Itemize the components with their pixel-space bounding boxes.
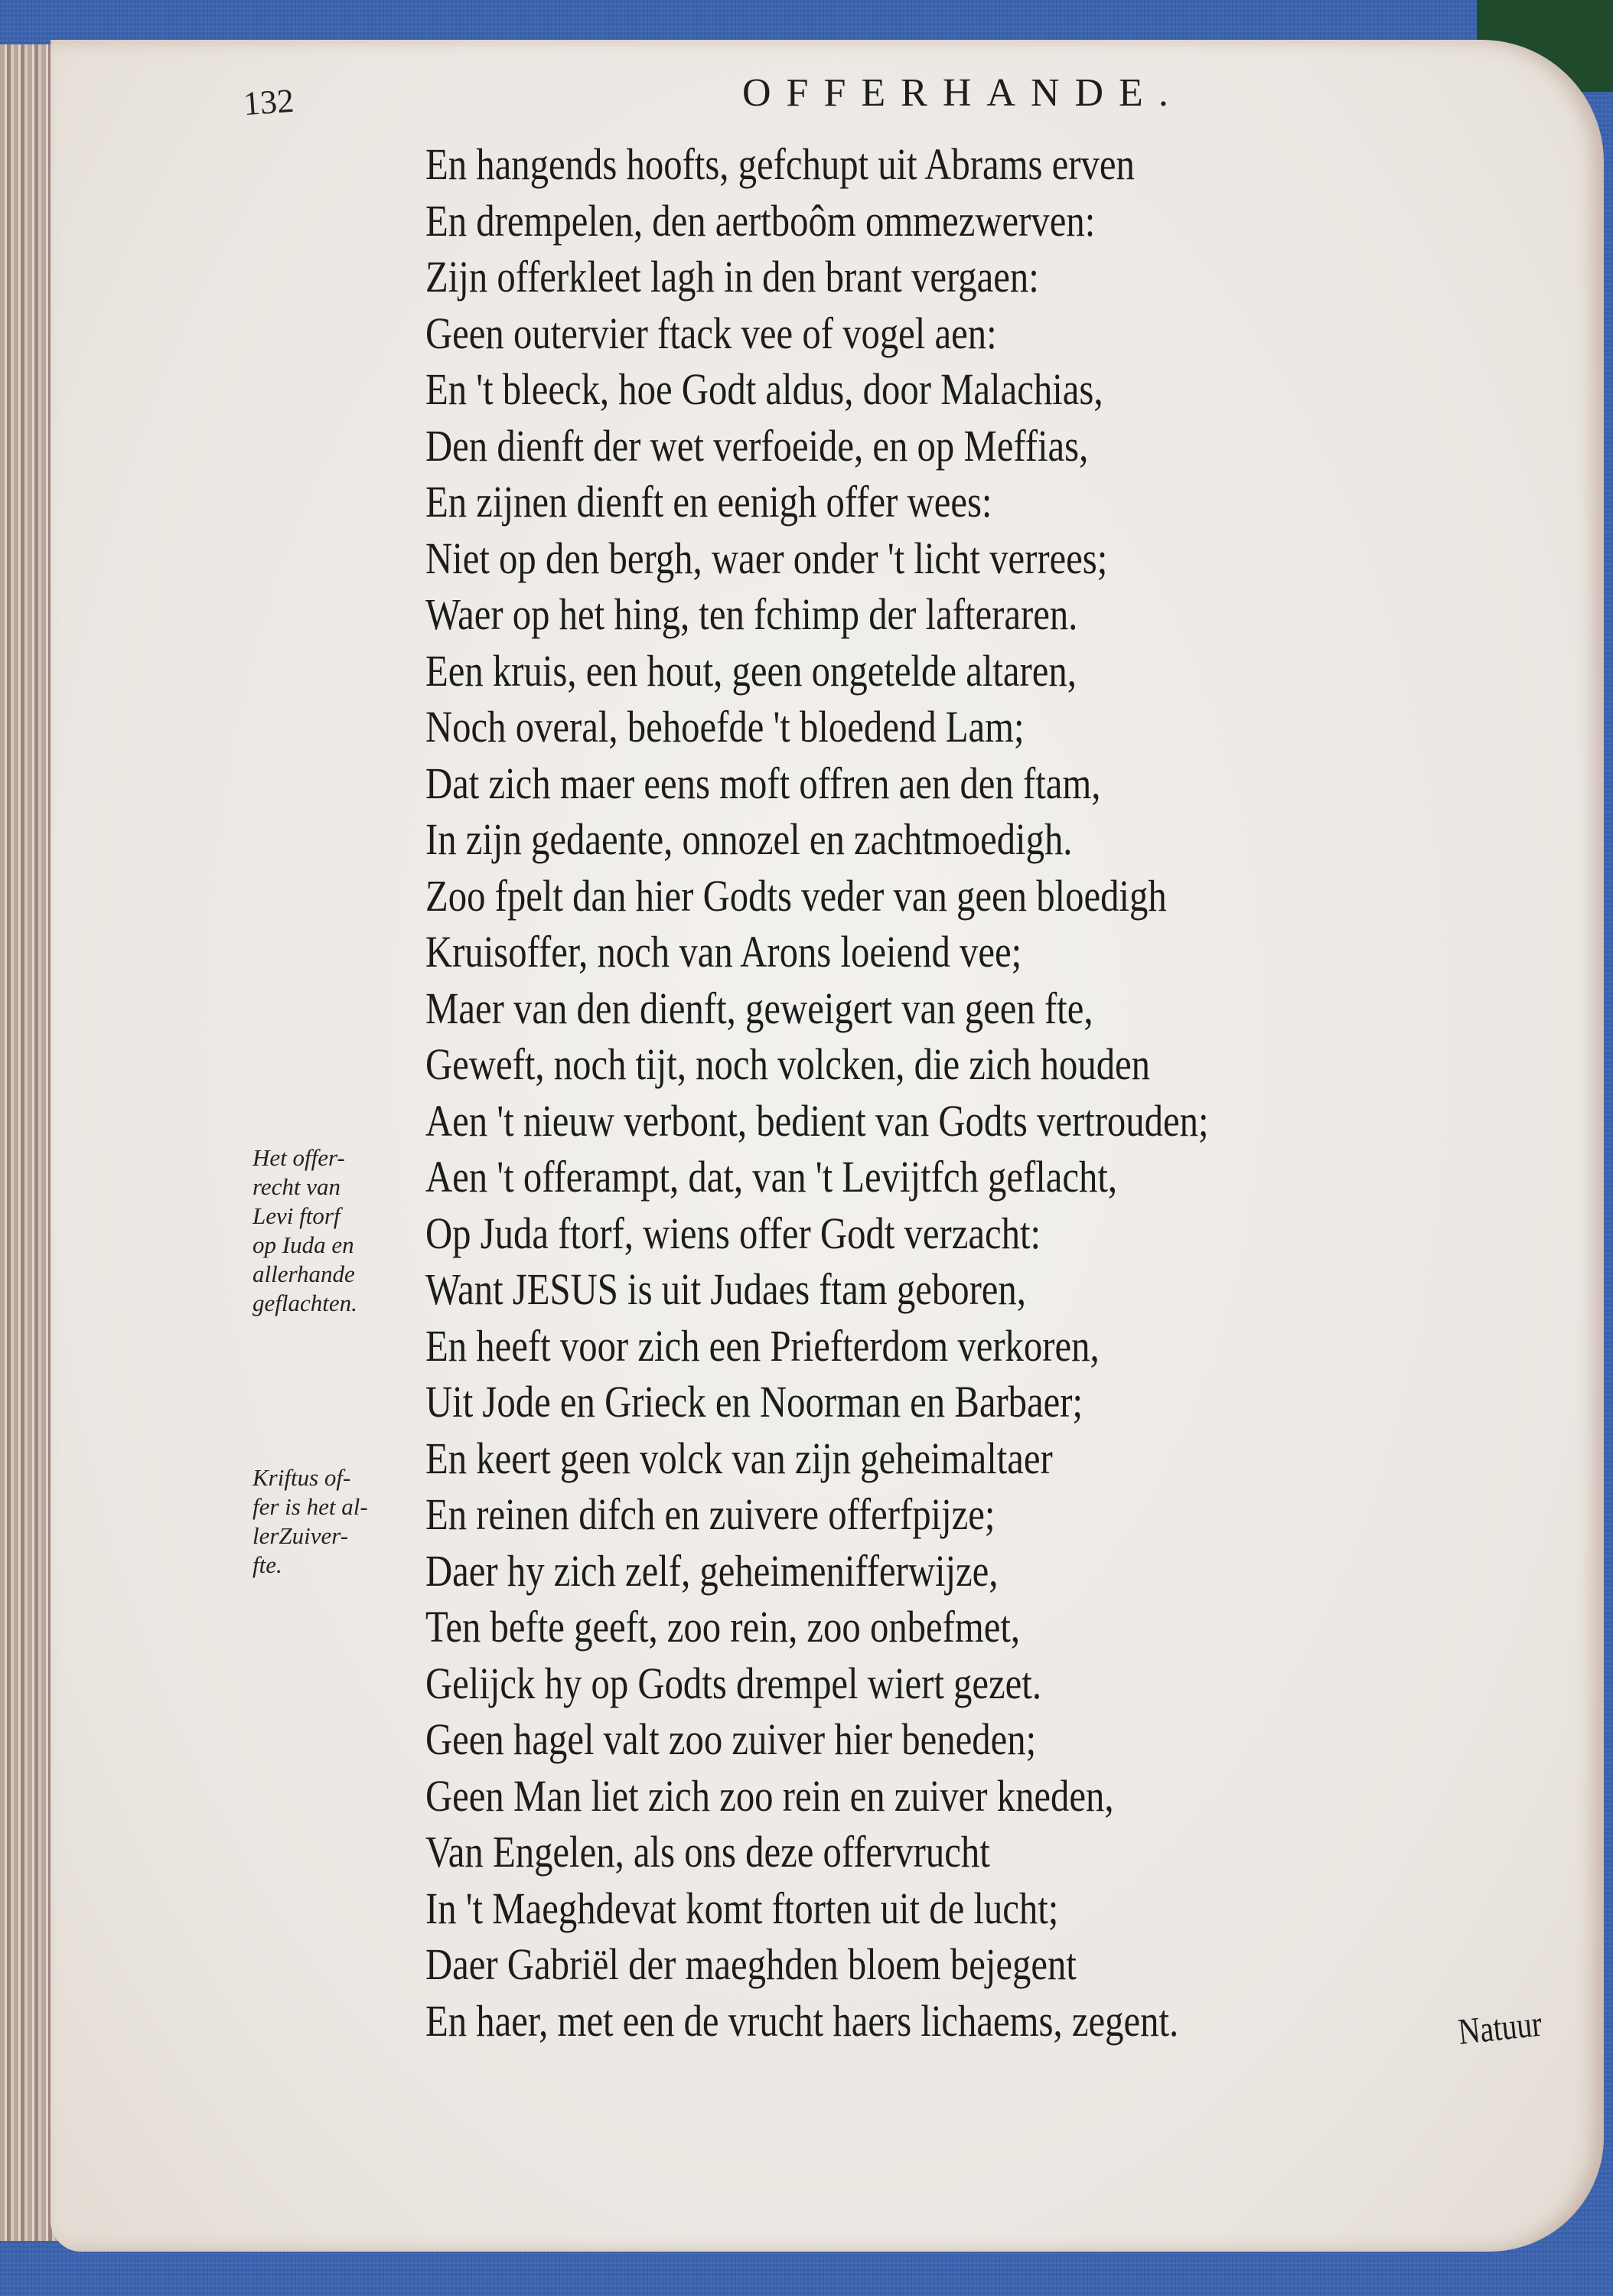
verse-line: Geen hagel valt zoo zuiver hier beneden; [425,1714,1037,1764]
margin-note-line: Kriftus of- [253,1464,351,1491]
verse-line: Waer op het hing, ten fchimp der lafteraren. [425,589,1078,639]
margin-note-line: fer is het al- [253,1493,368,1520]
verse-line: Niet op den bergh, waer onder 't licht verrees; [425,533,1108,583]
margin-note-line: lerZuiver- [253,1522,349,1549]
margin-note-line: allerhande [253,1261,355,1287]
running-head: OFFERHANDE. [742,71,1184,115]
verse-line: Van Engelen, als ons deze offervrucht [425,1827,990,1877]
verse-line: Uit Jode en Grieck en Noorman en Barbaer; [425,1377,1083,1427]
verse-line: In zijn gedaente, onnozel en zachtmoedigh. [425,814,1073,864]
margin-note-line: Het offer- [253,1144,345,1171]
page-number: 132 [242,81,295,123]
margin-note-kristus [253,1463,421,1580]
verse-line: Want JESUS is uit Judaes ftam geboren, [425,1264,1026,1314]
margin-note-line: geflachten. [253,1290,357,1316]
margin-note-line: Levi ftorf [253,1202,341,1229]
verse-line: Op Juda ftorf, wiens offer Godt verzacht: [425,1208,1041,1258]
verse-line: Daer hy zich zelf, geheimenifferwijze, [425,1545,999,1596]
verse-line: En zijnen dienft en eenigh offer wees: [425,477,992,527]
margin-note-levi [253,1143,421,1318]
verse-line: En heeft voor zich een Priefterdom verkoren, [425,1320,1100,1371]
verse-line: En reinen difch en zuivere offerfpijze; [425,1489,995,1539]
verse-line: Maer van den dienft, geweigert van geen fte, [425,983,1093,1033]
verse-line: Een kruis, een hout, geen ongetelde altaren, [425,645,1077,696]
catchword: Natuur [1456,2003,1544,2053]
verse-line: Geweft, noch tijt, noch volcken, die zich houden [425,1039,1151,1089]
verse-line: En drempelen, den aertboôm ommezwerven: [425,195,1096,246]
margin-note-line: op Iuda en [253,1231,354,1258]
verse-line: En haer, met een de vrucht haers lichaems, zegent. [425,1995,1179,2046]
verse-line: Geen Man liet zich zoo rein en zuiver kneden, [425,1770,1114,1821]
verse-line: En keert geen volck van zijn geheimaltaer [425,1433,1053,1483]
verse-line: Aen 't offerampt, dat, van 't Levijtfch geflacht, [425,1152,1118,1202]
verse-block [425,136,1573,2049]
verse-line: Kruisoffer, noch van Arons loeiend vee; [425,927,1022,977]
verse-line: Dat zich maer eens moft offren aen den ftam, [425,758,1101,808]
verse-line: Ten befte geeft, zoo rein, zoo onbefmet, [425,1602,1021,1652]
verse-line: Zijn offerkleet lagh in den brant vergaen: [425,252,1039,302]
verse-line: Geen outervier ftack vee of vogel aen: [425,308,997,358]
verse-line: In 't Maeghdevat komt ftorten uit de lucht; [425,1883,1059,1933]
margin-note-line: fte. [253,1551,282,1578]
verse-line: Den dienft der wet verfoeide, en op Meffias, [425,420,1089,471]
verse-line: En hangends hoofts, gefchupt uit Abrams erven [425,139,1135,189]
verse-line: Noch overal, behoefde 't bloedend Lam; [425,702,1025,752]
verse-line: Aen 't nieuw verbont, bedient van Godts vertrouden; [425,1095,1209,1146]
verse-line: Gelijck hy op Godts drempel wiert gezet. [425,1658,1042,1708]
margin-note-line: recht van [253,1173,341,1200]
verse-line: En 't bleeck, hoe Godt aldus, door Malachias, [425,364,1103,414]
verse-line: Zoo fpelt dan hier Godts veder van geen bloedigh [425,870,1167,921]
verse-line: Daer Gabriël der maeghden bloem bejegent [425,1939,1077,1989]
